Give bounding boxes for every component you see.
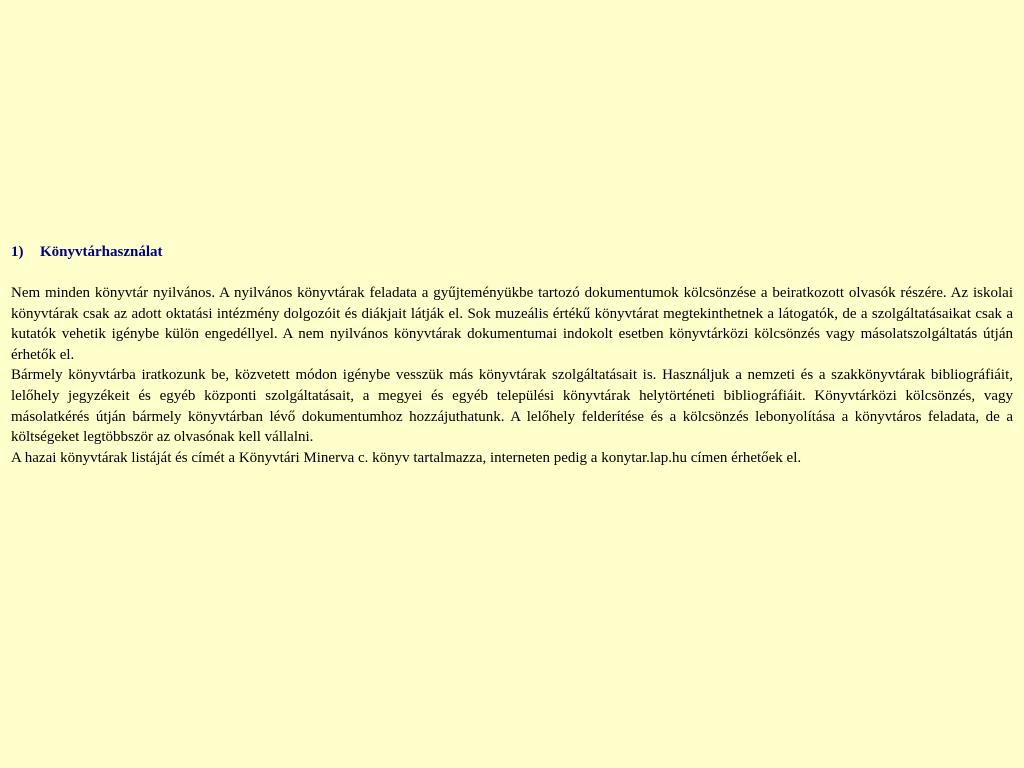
paragraph-library-list: A hazai könyvtárak listáját és címét a Könyvtári Minerva c. könyv tartalmazza, interneten pedig a konytar.lap.hu címen érhetőek el. <box>11 449 802 466</box>
paragraph-interlibrary-services: Bármely könyvtárba iratkozunk be, közvetett módon igénybe vesszük más könyvtárak szolgáltatásait is. Használjuk a nemzeti és a szakkönyvtárak bibliográfiáit, lelőhely jegyzékeit és egyéb központi szolgáltatásait, a megyei és egyéb települési könyvtárak helytörténeti bibliográfiáit. Könyvtárközi kölcsönzés, vagy másolatkérés útján bármely könyvtárban lévő dokumentumhoz hozzájuthatunk. A lelőhely felderítése és a kölcsönzés lebonyolítása a könyvtáros feladata, de a költségeket legtöbbször az olvasónak kell vállalni. <box>11 367 1013 446</box>
slide-content <box>11 243 1013 468</box>
section-heading <box>11 243 1013 261</box>
section-title: Könyvtárhasználat <box>40 244 163 260</box>
paragraph-public-libraries: Nem minden könyvtár nyilvános. A nyilvános könyvtárak feladata a gyűjteményükbe tartozó dokumentumok kölcsönzése a beiratkozott olvasók részére. Az iskolai könyvtárak csak az adott oktatási intézmény dolgozóit és diákjait látják el. Sok muzeális értékű könyvtárat megtekinthetnek a látogatók, de a szolgáltatásaikat csak a kutatók vehetik igénybe külön engedéllyel. A nem nyilvános könyvtárak dokumentumai indokolt esetben könyvtárközi kölcsönzés vagy másolatszolgáltatás útján érhetők el. <box>11 285 1013 363</box>
body-text <box>11 283 1013 468</box>
section-number: 1) <box>11 244 24 260</box>
